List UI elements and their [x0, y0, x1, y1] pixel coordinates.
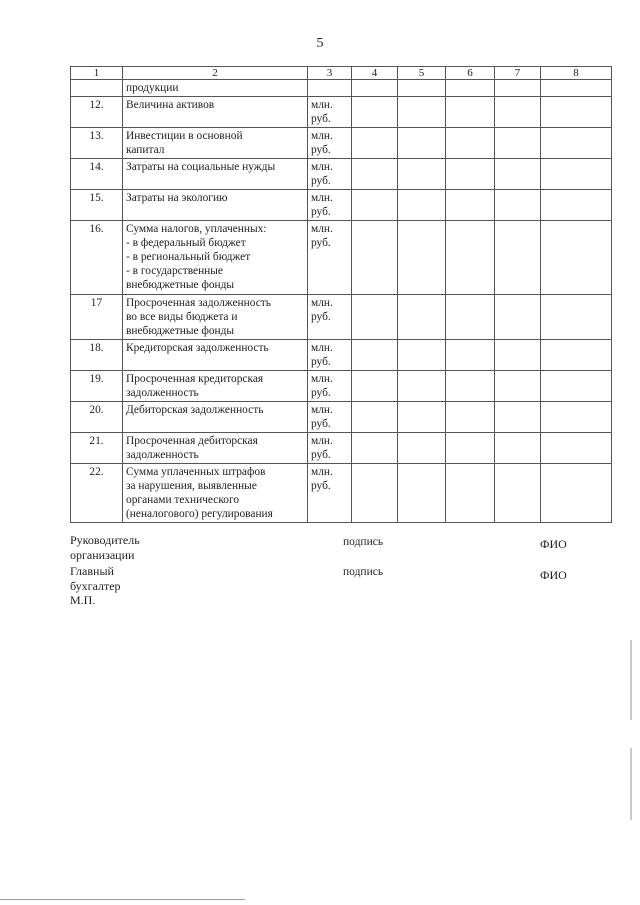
cell-value [398, 221, 446, 295]
table-row [71, 433, 612, 464]
cell-name [123, 190, 308, 221]
cell-value [398, 340, 446, 371]
signature-caption: подпись [343, 536, 384, 548]
cell-value [446, 402, 495, 433]
cell-name-line: во все виды бюджета и [126, 311, 238, 323]
cell-unit [308, 221, 352, 295]
table-row [71, 159, 612, 190]
cell-value [541, 340, 612, 371]
cell-name-line: Сумма налогов, уплаченных: [126, 223, 267, 235]
cell-value [541, 159, 612, 190]
table-header-row [71, 67, 612, 80]
cell-unit-line: руб. [311, 418, 331, 430]
cell-value [446, 221, 495, 295]
cell-value [398, 80, 446, 97]
cell-num: 17 [71, 295, 123, 340]
cell-unit [308, 159, 352, 190]
cell-value [541, 221, 612, 295]
table-row [71, 295, 612, 340]
cell-value [352, 97, 398, 128]
cell-value [446, 159, 495, 190]
cell-unit [308, 80, 352, 97]
cell-unit-line: руб. [311, 356, 331, 368]
cell-name-line: задолженность [126, 387, 199, 399]
cell-value [495, 464, 541, 523]
cell-value [495, 340, 541, 371]
cell-name-line: Просроченная кредиторская [126, 373, 264, 385]
cell-unit-line: млн. [311, 466, 333, 478]
cell-value [398, 190, 446, 221]
cell-unit-line: руб. [311, 449, 331, 461]
cell-value [541, 433, 612, 464]
cell-name-line: Просроченная дебиторская [126, 435, 258, 447]
signature-label: Главный бухгалтер [70, 564, 121, 593]
table-row [71, 221, 612, 295]
cell-num [71, 80, 123, 97]
column-header-6: 6 [446, 67, 495, 80]
cell-value [352, 433, 398, 464]
cell-unit [308, 433, 352, 464]
cell-name-line: задолженность [126, 449, 199, 461]
column-header-8: 8 [541, 67, 612, 80]
page-number: 5 [316, 36, 324, 51]
cell-value [495, 80, 541, 97]
cell-name: продукции [123, 80, 308, 97]
cell-name-line: - в государственные [126, 265, 223, 277]
cell-value [352, 80, 398, 97]
column-header-1: 1 [71, 67, 123, 80]
table-row [71, 97, 612, 128]
cell-value [352, 128, 398, 159]
cell-unit-line: млн. [311, 435, 333, 447]
indicators-table [70, 66, 612, 523]
name-caption: ФИО [540, 568, 567, 582]
cell-unit-line: руб. [311, 144, 331, 156]
cell-value [352, 295, 398, 340]
cell-value [446, 97, 495, 128]
cell-num: 19. [71, 371, 123, 402]
cell-num: 22. [71, 464, 123, 523]
cell-unit [308, 128, 352, 159]
cell-num: 18. [71, 340, 123, 371]
cell-value [495, 159, 541, 190]
cell-name-line: внебюджетные фонды [126, 325, 235, 337]
cell-value [495, 221, 541, 295]
table-row-continuation [71, 80, 612, 97]
cell-value [398, 464, 446, 523]
cell-name [123, 340, 308, 371]
stamp-label: М.П. [70, 593, 96, 607]
cell-name-line: Просроченная задолженность [126, 297, 271, 309]
cell-value [398, 433, 446, 464]
cell-unit [308, 190, 352, 221]
cell-unit-line: руб. [311, 175, 331, 187]
cell-value [446, 433, 495, 464]
cell-value [446, 190, 495, 221]
scan-edge-mark [630, 748, 632, 820]
cell-name-line: капитал [126, 144, 165, 156]
cell-unit-line: млн. [311, 223, 333, 235]
cell-name-line: Кредиторская задолженность [126, 342, 269, 354]
table-row [71, 464, 612, 523]
table-row [71, 371, 612, 402]
cell-name [123, 159, 308, 190]
cell-value [495, 402, 541, 433]
cell-name-line: внебюджетные фонды [126, 279, 235, 291]
cell-unit-line: млн. [311, 161, 333, 173]
cell-unit-line: руб. [311, 387, 331, 399]
cell-value [541, 190, 612, 221]
cell-value [541, 295, 612, 340]
cell-name [123, 402, 308, 433]
column-header-4: 4 [352, 67, 398, 80]
cell-value [446, 295, 495, 340]
cell-name-line: органами технического [126, 494, 240, 506]
cell-value [352, 402, 398, 433]
cell-value [446, 340, 495, 371]
cell-name [123, 128, 308, 159]
cell-value [352, 371, 398, 402]
cell-num: 15. [71, 190, 123, 221]
column-header-5: 5 [398, 67, 446, 80]
column-header-2: 2 [123, 67, 308, 80]
cell-name-line: за нарушения, выявленные [126, 480, 257, 492]
signature-label: Руководитель организации [70, 533, 140, 562]
cell-value [541, 402, 612, 433]
cell-name-line: Затраты на социальные нужды [126, 161, 276, 173]
cell-value [495, 128, 541, 159]
scan-bottom-rule [0, 899, 245, 900]
cell-name [123, 433, 308, 464]
cell-value [446, 128, 495, 159]
cell-value [446, 371, 495, 402]
cell-unit-line: млн. [311, 373, 333, 385]
cell-unit [308, 464, 352, 523]
cell-name-line: - в региональный бюджет [126, 251, 251, 263]
signature-caption: подпись [343, 566, 384, 578]
cell-value [495, 190, 541, 221]
cell-unit-line: млн. [311, 404, 333, 416]
cell-name-line: (неналогового) регулирования [126, 508, 273, 520]
cell-value [352, 340, 398, 371]
cell-value [352, 190, 398, 221]
cell-value [495, 97, 541, 128]
cell-value [495, 295, 541, 340]
cell-name [123, 221, 308, 295]
cell-value [398, 371, 446, 402]
cell-name-line: Дебиторская задолженность [126, 404, 264, 416]
table-row [71, 402, 612, 433]
cell-name-line: Сумма уплаченных штрафов [126, 466, 266, 478]
cell-num: 13. [71, 128, 123, 159]
cell-unit-line: млн. [311, 130, 333, 142]
cell-name [123, 464, 308, 523]
cell-unit-line: руб. [311, 113, 331, 125]
cell-name-line: Величина активов [126, 99, 215, 111]
name-caption: ФИО [540, 537, 567, 551]
column-header-7: 7 [495, 67, 541, 80]
cell-unit-line: млн. [311, 99, 333, 111]
cell-name [123, 97, 308, 128]
cell-value [398, 97, 446, 128]
cell-name-line: Инвестиции в основной [126, 130, 243, 142]
cell-value [495, 433, 541, 464]
cell-unit-line: руб. [311, 311, 331, 323]
cell-unit [308, 402, 352, 433]
cell-value [446, 80, 495, 97]
cell-value [541, 464, 612, 523]
cell-name [123, 371, 308, 402]
cell-value [398, 402, 446, 433]
cell-num: 21. [71, 433, 123, 464]
scan-edge-mark [630, 640, 632, 720]
table-body [71, 80, 612, 523]
cell-value [398, 159, 446, 190]
table-row [71, 128, 612, 159]
cell-unit [308, 295, 352, 340]
cell-value [541, 97, 612, 128]
cell-name [123, 295, 308, 340]
cell-value [398, 295, 446, 340]
cell-unit-line: млн. [311, 297, 333, 309]
cell-num: 12. [71, 97, 123, 128]
cell-unit-line: руб. [311, 237, 331, 249]
cell-unit [308, 97, 352, 128]
cell-value [352, 159, 398, 190]
cell-num: 20. [71, 402, 123, 433]
cell-value [541, 371, 612, 402]
table-row [71, 190, 612, 221]
cell-value [495, 371, 541, 402]
cell-name-line: - в федеральный бюджет [126, 237, 246, 249]
cell-unit [308, 340, 352, 371]
column-header-3: 3 [308, 67, 352, 80]
cell-value [541, 80, 612, 97]
cell-num: 16. [71, 221, 123, 295]
table-row [71, 340, 612, 371]
cell-num: 14. [71, 159, 123, 190]
cell-unit-line: руб. [311, 206, 331, 218]
cell-unit-line: млн. [311, 342, 333, 354]
cell-unit [308, 371, 352, 402]
cell-value [352, 464, 398, 523]
cell-value [541, 128, 612, 159]
cell-value [446, 464, 495, 523]
cell-value [352, 221, 398, 295]
cell-name-line: Затраты на экологию [126, 192, 228, 204]
cell-value [398, 128, 446, 159]
cell-unit-line: млн. [311, 192, 333, 204]
cell-unit-line: руб. [311, 480, 331, 492]
